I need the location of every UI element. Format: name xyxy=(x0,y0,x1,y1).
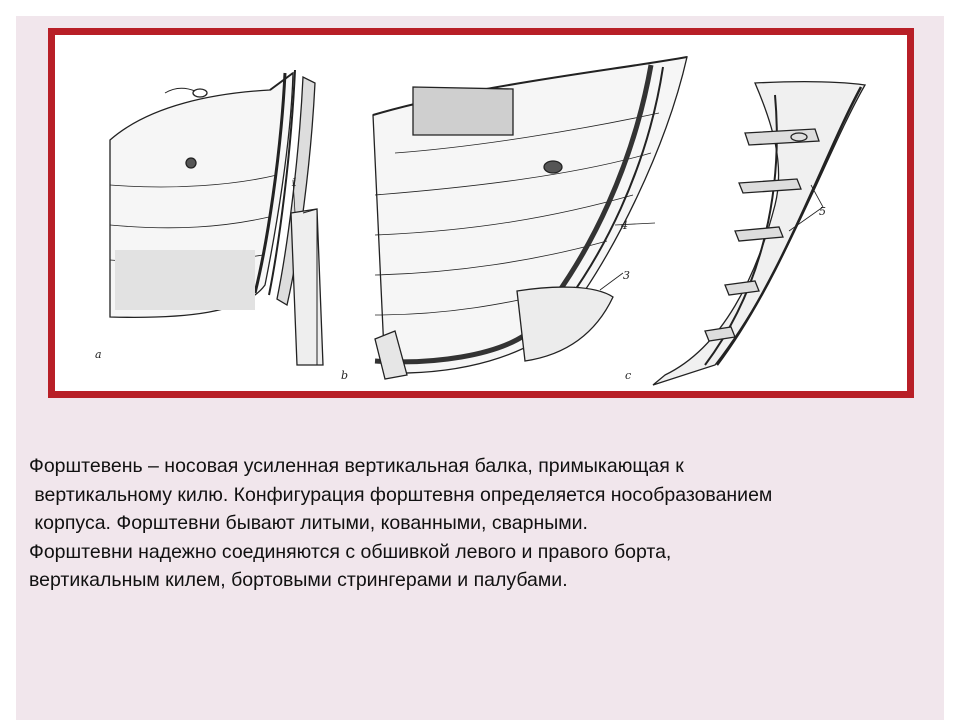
text-line-1: Форштевень – носовая усиленная вертикальная балка, примыкающая к xyxy=(29,455,684,477)
callout-1: 1 xyxy=(291,176,298,189)
description-text xyxy=(29,452,960,595)
text-line-2: вертикальному килю. Конфигурация форштевня определяется нособразованием xyxy=(29,483,773,506)
callout-3: 3 xyxy=(623,269,630,282)
panel-c-drawing xyxy=(653,82,865,385)
text-line-4: Форштевни надежно соединяются с обшивкой левого и правого борта, xyxy=(29,540,672,563)
figure-frame xyxy=(48,28,914,398)
panel-label-c: c xyxy=(625,369,632,382)
text-line-5: вертикальным килем, бортовыми стрингерами и палубами. xyxy=(29,569,568,591)
text-line-3: корпуса. Форштевни бывают литыми, кованными, сварными. xyxy=(29,512,588,534)
panel-b-drawing xyxy=(373,57,687,379)
panel-label-b: b xyxy=(341,369,349,382)
panel-a-drawing xyxy=(110,70,323,365)
callout-4: 4 xyxy=(621,219,628,232)
callout-5: 5 xyxy=(819,205,826,218)
panel-label-a: a xyxy=(95,348,102,361)
stem-illustration xyxy=(55,35,907,391)
